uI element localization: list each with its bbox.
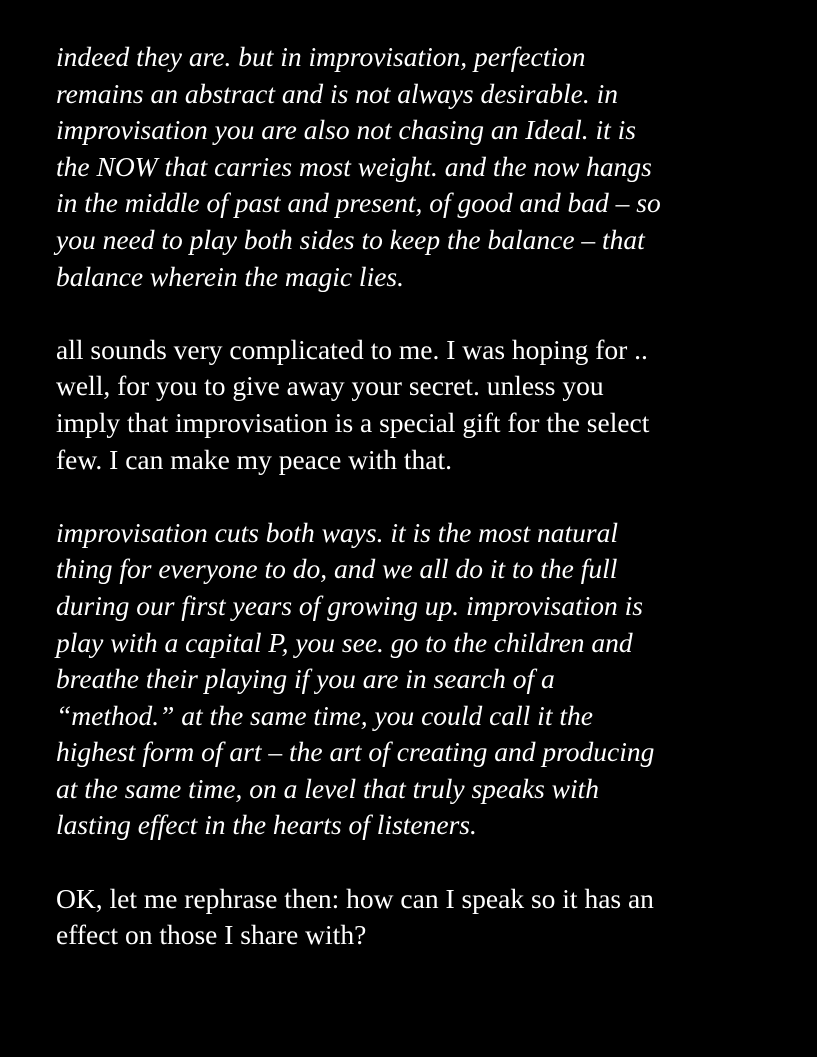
text-line: improvisation cuts both ways. it is the most natural	[56, 516, 618, 548]
text-line: improvisation you are also not chasing an Ideal. it is	[56, 114, 637, 146]
text-line: at the same time, on a level that truly speaks with	[56, 772, 600, 804]
text-line: in the middle of past and present, of good and bad – so	[56, 187, 661, 219]
text-line: balance wherein the magic lies.	[56, 260, 404, 292]
paragraph-question-rephrase	[56, 881, 796, 954]
text-line: you need to play both sides to keep the balance – that	[56, 223, 645, 255]
text-line: highest form of art – the art of creating and producing	[56, 736, 655, 768]
document-page	[56, 39, 796, 990]
text-line: well, for you to give away your secret. unless you	[56, 370, 604, 402]
text-line: “method.” at the same time, you could call it the	[56, 699, 593, 731]
text-line: during our first years of growing up. improvisation is	[56, 589, 643, 621]
text-line: few. I can make my peace with that.	[56, 443, 453, 475]
text-line: imply that improvisation is a special gift for the select	[56, 406, 650, 438]
paragraph-response-perfection	[56, 39, 796, 295]
text-line: effect on those I share with?	[56, 919, 367, 951]
text-line: breathe their playing if you are in search of a	[56, 663, 555, 695]
text-line: remains an abstract and is not always desirable. in	[56, 77, 618, 109]
paragraph-question-secret	[56, 332, 796, 478]
text-line: the NOW that carries most weight. and the now hangs	[56, 150, 652, 182]
text-line: lasting effect in the hearts of listeners.	[56, 809, 477, 841]
text-line: thing for everyone to do, and we all do it to the full	[56, 553, 618, 585]
text-line: OK, let me rephrase then: how can I speak so it has an	[56, 882, 654, 914]
text-line: all sounds very complicated to me. I was hoping for ..	[56, 333, 648, 365]
text-line: indeed they are. but in improvisation, perfection	[56, 41, 586, 72]
paragraph-response-improvisation	[56, 515, 796, 844]
text-line: play with a capital P, you see. go to the children and	[56, 626, 633, 658]
